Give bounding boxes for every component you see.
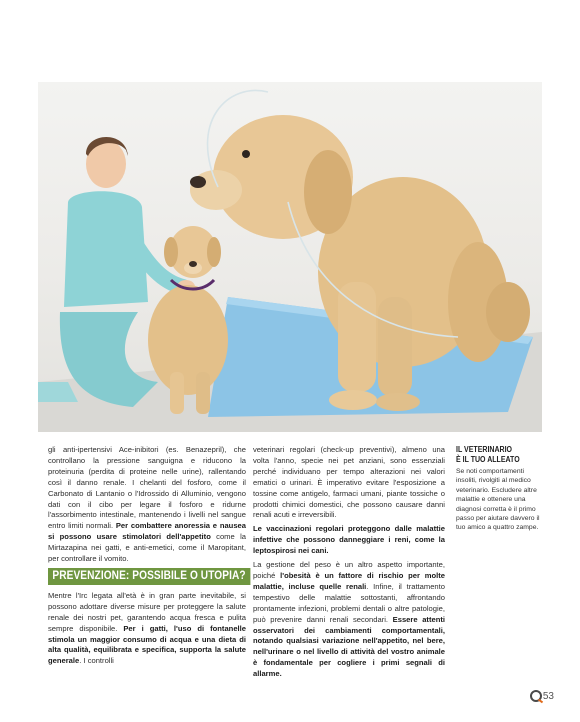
column-1 [48,445,246,670]
bold-run: Per combattere anoressia e nausea si possono usare stimolatori dell'appetito [48,521,246,542]
column2-paragraph-1: veterinari regolari (check-up preventivi), almeno una volta l'anno, specie nei pet anziani, sono essenziali perché individuano per tempo alterazioni nei valori ematici o urinari. È imperativo evitare l'esposizione a tossine come antigelo, farmaci umani, piante tossiche o prodotti chimici domestici, che possono causare danni renali acuti e irreversibili. [253,445,445,520]
text-run: come la Mirtazapina nei gatti, e anti-emetici, come il Maropitant, per controllare il vomito. [48,532,246,564]
column2-paragraph-3 [253,560,445,680]
section-heading-prevenzione: PREVENZIONE: POSSIBILE O UTOPIA? [48,568,250,585]
sidebar-title-line-2: È IL TUO ALLEATO [456,455,520,464]
page-folio [530,690,554,702]
sidebar-box [456,445,544,533]
text-run: . I controlli [79,656,114,666]
page-number: 53 [542,690,554,702]
sidebar-text: Se noti comportamenti insoliti, rivolgiti al medico veterinario. Escludere altre malattie e ottenere una diagnosi corretta è il primo passo per aiutare davvero il tuo amico a quattro zampe. [456,468,540,532]
column1-paragraph-2 [48,591,246,667]
text-run: gli anti-ipertensivi Ace-inibitori (es. Benazepril), che controllano la pressione sanguigna e riducono la proteinuria (perdita di proteine nelle urine), rallentando così il danno renale. I chelanti del fosforo, come il Carbonato di Lantanio o l'Idrossido di Alluminio, vengono dati con il cibo per legare il fosforo e ridurne l'assorbimento intestinale, mantenendo i livelli nel sangue entro limiti normali. [48,445,246,531]
text-run: La gestione del peso è un altro aspetto importante, poiché [253,560,445,580]
bold-run: Per i gatti, l'uso di fontanelle stimola un maggior consumo di acqua e una dieta di alta qualità, equilibrata e specifica, supporta la salute generale [48,623,246,666]
bold-run: Essere attenti osservatori dei cambiamenti comportamentali, notando qualsiasi variazione nell'appetito, nel bere, nell'urinare o nel livello di attività del vostro animale è fondamentale per cogliere i primi segnali di allarme. [253,614,445,679]
text-run: Mentre l'Irc legata all'età è in gran parte inevitabile, si possono adottare diverse misure per proteggere la salute renale dei nostri pet, garantendo acqua fresca e pulita sempre disponibile. [48,590,246,633]
magazine-logo-icon [530,690,542,702]
column2-paragraph-2 [253,524,445,557]
sidebar-title [456,445,535,465]
photo-illustration [38,82,542,432]
text-run: . Infine, il trattamento tempestivo delle malattie sottostanti, affrontando prontamente infezioni, problemi dentali o altre patologie, può prevenire danni renali secondari. [253,581,445,624]
photo-vet-with-dogs [38,82,542,432]
column1-paragraph-1 [48,445,246,565]
sidebar-title-line-1: IL VETERINARIO [456,445,513,454]
bold-run: Le vaccinazioni regolari proteggono dalle malattie infettive che possono danneggiare i reni, come la leptospirosi nei cani. [253,524,445,556]
column-2 [253,445,445,683]
bold-run: l'obesità è un fattore di rischio per molte malattie, incluse quelle renali [253,570,445,591]
